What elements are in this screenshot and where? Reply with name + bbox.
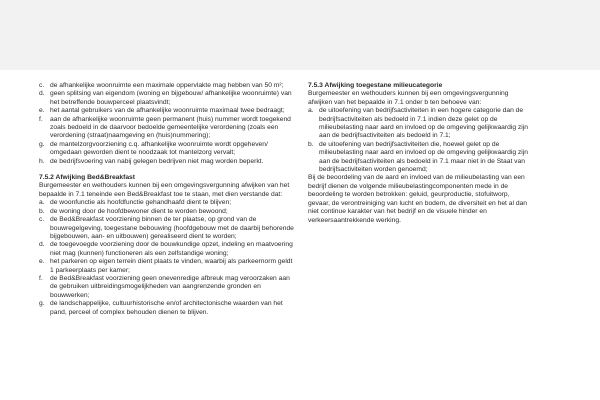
list-text: de Bed&Breakfast voorziening geen onevenredige afbreuk mag veroorzaken aan de gebruiken uitbreidingsmogelijkheden van aangrenzende gronden en bouwwerken;: [50, 274, 290, 299]
list-item: [308, 141, 530, 175]
section-heading: 7.5.3 Afwijking toegestane milieucategorie: [308, 82, 443, 89]
list-item: [39, 258, 295, 275]
list-label: c.: [39, 82, 45, 89]
list-label: a.: [39, 199, 45, 207]
list-label: b.: [39, 207, 45, 215]
list-label: a.: [308, 107, 314, 115]
list-text: de landschappelijke, cultuurhistorische en/of architectonische waarden van het pand, perceel of complex behouden dienen te blijven.: [50, 300, 283, 316]
list-label: b.: [308, 140, 314, 148]
list-label: g.: [39, 300, 45, 308]
list-text: de uitoefening van bedrijfsactiviteiten in een hogere categorie dan de bedrijfsactiviteiten als bedoeld in 7.1 indien deze gelet op de milieubelasting naar aard en invloed op de omgeving gelijkwaardig zijn aan de bedrijfsactiviteiten als bedoeld in 7.1;: [319, 107, 528, 140]
list-item: [39, 208, 295, 216]
list-label: d.: [39, 241, 45, 249]
section-intro: Burgemeester en wethouders kunnen bij een omgevingsvergunning afwijken van het bepaalde in 7.1 teneinde een Bed&Breakfast toe te staan, met dien verstande dat:: [39, 182, 290, 198]
section-list: [308, 107, 530, 174]
list-item: [308, 107, 530, 141]
section-closing-paragraph: Bij de beoordeling van de aard en invloed van de milieubelasting van een bedrijf dienen de volgende milieubelastingcomponenten mede in de beoordeling te worden betrokken: geluid, geurproductie, stofuitworp, gevaar, de verontreiniging van lucht en bodem, de diversiteit en het al dan niet continue karakter van het bedrijf en de visuele hinder en verkeersaantrekkende werking.: [308, 174, 527, 224]
right-column: [308, 82, 530, 225]
list-label: h.: [39, 157, 45, 165]
list-item: [39, 275, 295, 300]
list-text: de woning door de hoofdbewoner dient te worden bewoond;: [50, 207, 228, 215]
list-label: e.: [39, 258, 45, 266]
left-column: [39, 82, 295, 317]
list-label: d.: [39, 90, 45, 98]
section-list: [39, 199, 295, 317]
list-label: e.: [39, 107, 45, 115]
list-text: de Bed&Breakfast voorziening binnen de ter plaatse, op grond van de bouwregelgeving, toegestane bebouwing (hoofdgebouw met de daarbij behorende bijgebouwen, aan- en uitbouwen) gerealiseerd dient te worden;: [50, 216, 294, 240]
list-continuation: [39, 82, 295, 166]
list-item: [39, 141, 295, 158]
list-item: [39, 107, 295, 115]
list-label: c.: [39, 216, 45, 224]
list-label: g.: [39, 140, 45, 148]
section-heading: 7.5.2 Afwijking Bed&Breakfast: [39, 174, 136, 182]
list-text: het aantal gebruikers van de afhankelijke woonruimte maximaal twee bedraagt;: [50, 107, 285, 115]
list-item: [39, 90, 295, 107]
list-item: [39, 241, 295, 258]
list-text: de bedrijfsvoering van nabij gelegen bedrijven niet mag worden beperkt.: [50, 157, 264, 165]
list-text: geen splitsing van eigendom (woning en bijgebouw/ afhankelijke woonruimte) van het betreffende bouwperceel plaatsvindt;: [50, 90, 292, 106]
list-text: aan de afhankelijke woonruimte geen permanent (huis) nummer wordt toegekend zoals bedoeld in de daarvoor bedoelde gemeentelijke verordening (zoals een verordening (straat)naamgeving en (huis)nummering);: [50, 115, 291, 140]
top-band: [0, 0, 600, 70]
list-text: het parkeren op eigen terrein dient plaats te vinden, waarbij als parkeernorm geldt 1 parkeerplaats per kamer;: [50, 258, 293, 274]
list-label: f.: [39, 115, 43, 123]
list-label: f.: [39, 274, 43, 282]
list-text: de uitoefening van bedrijfsactiviteiten die, hoewel gelet op de milieubelasting naar aard en invloed op de omgeving gelijkwaardig zijn aan de bedrijfsactiviteiten als bedoeld in 7.1 maar niet in de Staat van bedrijfsactiviteiten worden genoemd;: [319, 140, 528, 174]
document-page: [0, 70, 600, 400]
list-text: de afhankelijke woonruimte een maximale oppervlakte mag hebben van 50 m²;: [50, 82, 284, 89]
list-item: [39, 82, 295, 90]
list-text: de toegevoegde voorziening door de bouwkundige opzet, indeling en maatvoering niet mag (kunnen) functioneren als een zelfstandige woning;: [50, 241, 293, 257]
list-item: [39, 158, 295, 166]
list-item: [39, 116, 295, 141]
list-text: de mantelzorgvoorziening c.q. afhankelijke woonruimte wordt opgeheven/ omgedaan geworden dient te noodzaak tot mantelzorg vervalt;: [50, 140, 268, 157]
list-item: [39, 199, 295, 207]
list-item: [39, 300, 295, 317]
section-intro: Burgemeester en wethouders kunnen bij een omgevingsvergunning afwijken van het bepaalde in 7.1 onder b ten behoeve van:: [308, 90, 509, 106]
list-text: de woonfunctie als hoofdfunctie gehandhaafd dient te blijven;: [50, 199, 232, 207]
list-item: [39, 216, 295, 241]
